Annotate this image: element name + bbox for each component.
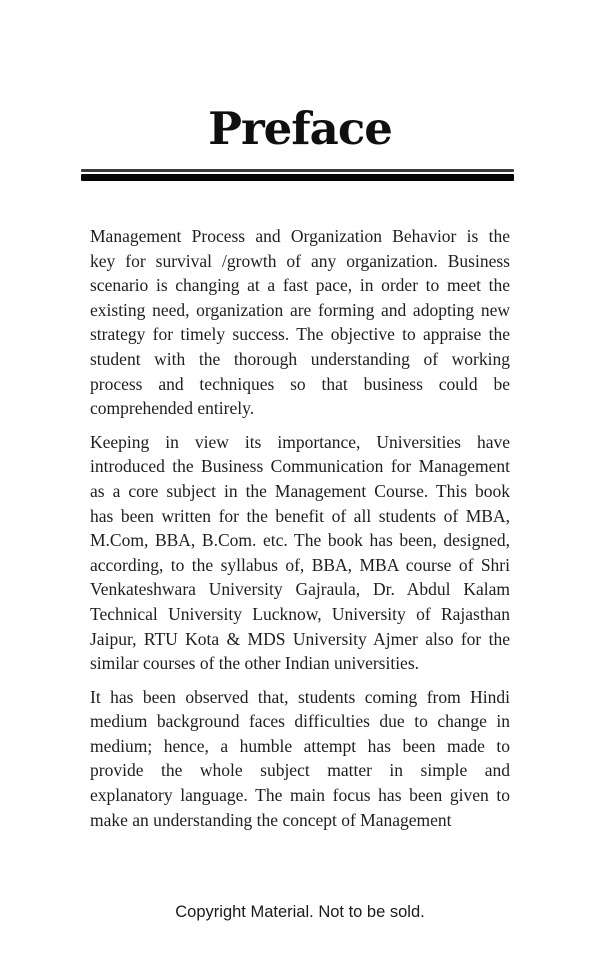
text-line: provide the whole subject matter in simple and [90,760,510,781]
text-line: key for survival /growth of any organization. Business [90,250,510,271]
text-line: as a core subject in the Management Course. This book [90,480,510,501]
text-line: existing need, organization are forming and adopting new [90,299,510,320]
divider-thick-rule [81,174,514,181]
paragraph [90,224,510,421]
text-line: It has been observed that, students coming from Hindi [90,686,510,707]
title-divider [81,169,514,181]
text-line: make an understanding the concept of Management [90,809,452,830]
text-line: explanatory language. The main focus has been given to [90,785,510,806]
text-line: M.Com, BBA, B.Com. etc. The book has been, designed, [90,530,510,551]
text-line: according, to the syllabus of, BBA, MBA course of Shri [90,554,510,575]
page-title: Preface [208,102,392,155]
text-line: has been written for the benefit of all students of MBA, [90,505,510,526]
text-line: student with the thorough understanding of working [90,348,510,369]
preface-body [90,224,510,841]
text-line: process and techniques so that business could be [90,373,510,394]
text-line: similar courses of the other Indian universities. [90,653,420,674]
text-line: medium background faces difficulties due to change in [90,711,510,732]
text-line: scenario is changing at a fast pace, in order to meet the [90,275,510,296]
paragraph [90,430,510,676]
copyright-notice: Copyright Material. Not to be sold. [175,903,425,921]
text-line: Keeping in view its importance, Universities have [90,431,510,452]
text-line: comprehended entirely. [90,398,255,419]
text-line: Technical University Lucknow, University of Rajasthan [90,603,510,624]
text-line: Venkateshwara University Gajraula, Dr. Abdul Kalam [90,579,510,600]
paragraph [90,685,510,833]
text-line: Jaipur, RTU Kota & MDS University Ajmer also for the [90,628,510,649]
text-line: strategy for timely success. The objective to appraise the [90,324,510,345]
text-line: Management Process and Organization Behavior is the [90,226,510,246]
text-line: medium; hence, a humble attempt has been made to [90,735,510,756]
text-line: introduced the Business Communication for Management [90,456,510,477]
